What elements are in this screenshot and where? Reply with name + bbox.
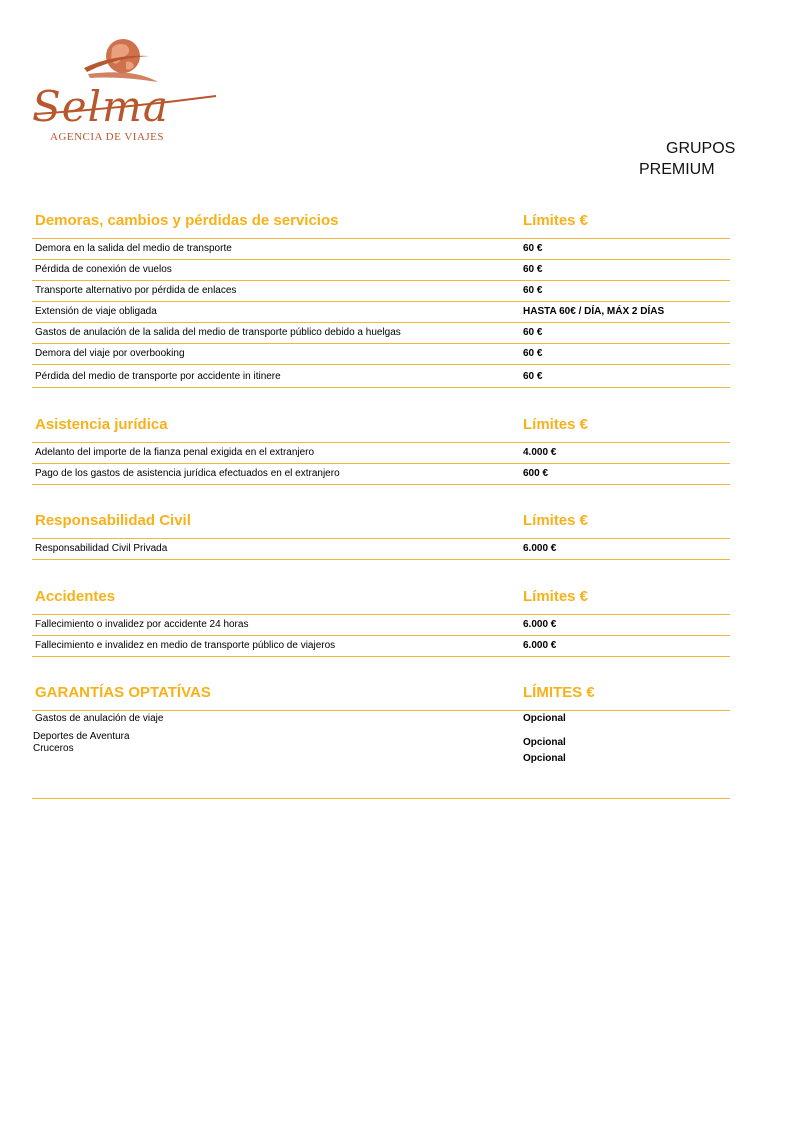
- section-civil-liability: [32, 512, 732, 560]
- section-delays: [32, 212, 732, 388]
- row-value: 6.000 €: [523, 619, 557, 630]
- row-label: Transporte alternativo por pérdida de enlaces: [35, 285, 237, 296]
- row-value: 60 €: [523, 371, 543, 382]
- row-value: HASTA 60€ / DÍA, MÁX 2 DÍAS: [523, 306, 665, 317]
- row-label: Fallecimiento e invalidez en medio de transporte público de viajeros: [35, 640, 336, 651]
- table-row: [32, 539, 730, 560]
- section-optional-guarantees: [32, 684, 732, 711]
- row-label: Pérdida del medio de transporte por accidente in itinere: [35, 371, 281, 382]
- section-limit-header: Límites €: [523, 512, 589, 529]
- row-label: Demora en la salida del medio de transporte: [35, 243, 232, 254]
- table-row: [32, 636, 730, 657]
- row-label: Extensión de viaje obligada: [35, 306, 157, 317]
- plan-line-2: PREMIUM: [639, 161, 715, 178]
- row-label: Pago de los gastos de asistencia jurídica efectuados en el extranjero: [35, 468, 340, 479]
- list-item-value: Opcional: [523, 713, 566, 724]
- row-value: 60 €: [523, 243, 543, 254]
- section-limit-header: LÍMITES €: [523, 684, 595, 701]
- row-value: 60 €: [523, 327, 543, 338]
- row-value: 60 €: [523, 264, 543, 275]
- row-label: Fallecimiento o invalidez por accidente 24 horas: [35, 619, 249, 630]
- section-title: Accidentes: [35, 588, 116, 605]
- row-label: Gastos de anulación de la salida del medio de transporte público debido a huelgas: [35, 327, 401, 338]
- divider: [32, 798, 730, 799]
- row-value: 600 €: [523, 468, 549, 479]
- section-legal-assistance: [32, 416, 732, 485]
- row-label: Pérdida de conexión de vuelos: [35, 264, 172, 275]
- section-title: Asistencia jurídica: [35, 416, 168, 433]
- table-row: [32, 281, 730, 302]
- row-value: 4.000 €: [523, 447, 557, 458]
- table-row: [32, 323, 730, 344]
- row-value: 60 €: [523, 285, 543, 296]
- brand-name: Selma: [32, 82, 169, 131]
- list-item-value: Opcional: [523, 737, 566, 748]
- list-item: Deportes de Aventura: [33, 731, 130, 742]
- table-row: [32, 464, 730, 485]
- section-title: Responsabilidad Civil: [35, 512, 191, 529]
- table-row: [32, 239, 730, 260]
- row-label: Responsabilidad Civil Privada: [35, 543, 168, 554]
- brand-subtitle: AGENCIA DE VIAJES: [50, 131, 165, 143]
- list-item: Gastos de anulación de viaje: [35, 713, 164, 724]
- section-accidents: [32, 588, 732, 657]
- table-row: [32, 302, 730, 323]
- section-limit-header: Límites €: [523, 588, 589, 605]
- section-title: Demoras, cambios y pérdidas de servicios: [35, 212, 339, 229]
- list-item: Cruceros: [33, 743, 74, 754]
- row-label: Demora del viaje por overbooking: [35, 348, 185, 359]
- table-row: [32, 615, 730, 636]
- section-title: GARANTÍAS OPTATÍVAS: [35, 684, 211, 701]
- table-row: [32, 365, 730, 388]
- row-value: 60 €: [523, 348, 543, 359]
- table-row: [32, 443, 730, 464]
- row-value: 6.000 €: [523, 543, 557, 554]
- section-limit-header: Límites €: [523, 212, 589, 229]
- table-row: [32, 344, 730, 365]
- row-value: 6.000 €: [523, 640, 557, 651]
- divider: [32, 710, 730, 711]
- row-label: Adelanto del importe de la fianza penal exigida en el extranjero: [35, 447, 315, 458]
- table-row: [32, 260, 730, 281]
- plan-line-1: GRUPOS: [666, 140, 736, 157]
- list-item-value: Opcional: [523, 753, 566, 764]
- section-limit-header: Límites €: [523, 416, 589, 433]
